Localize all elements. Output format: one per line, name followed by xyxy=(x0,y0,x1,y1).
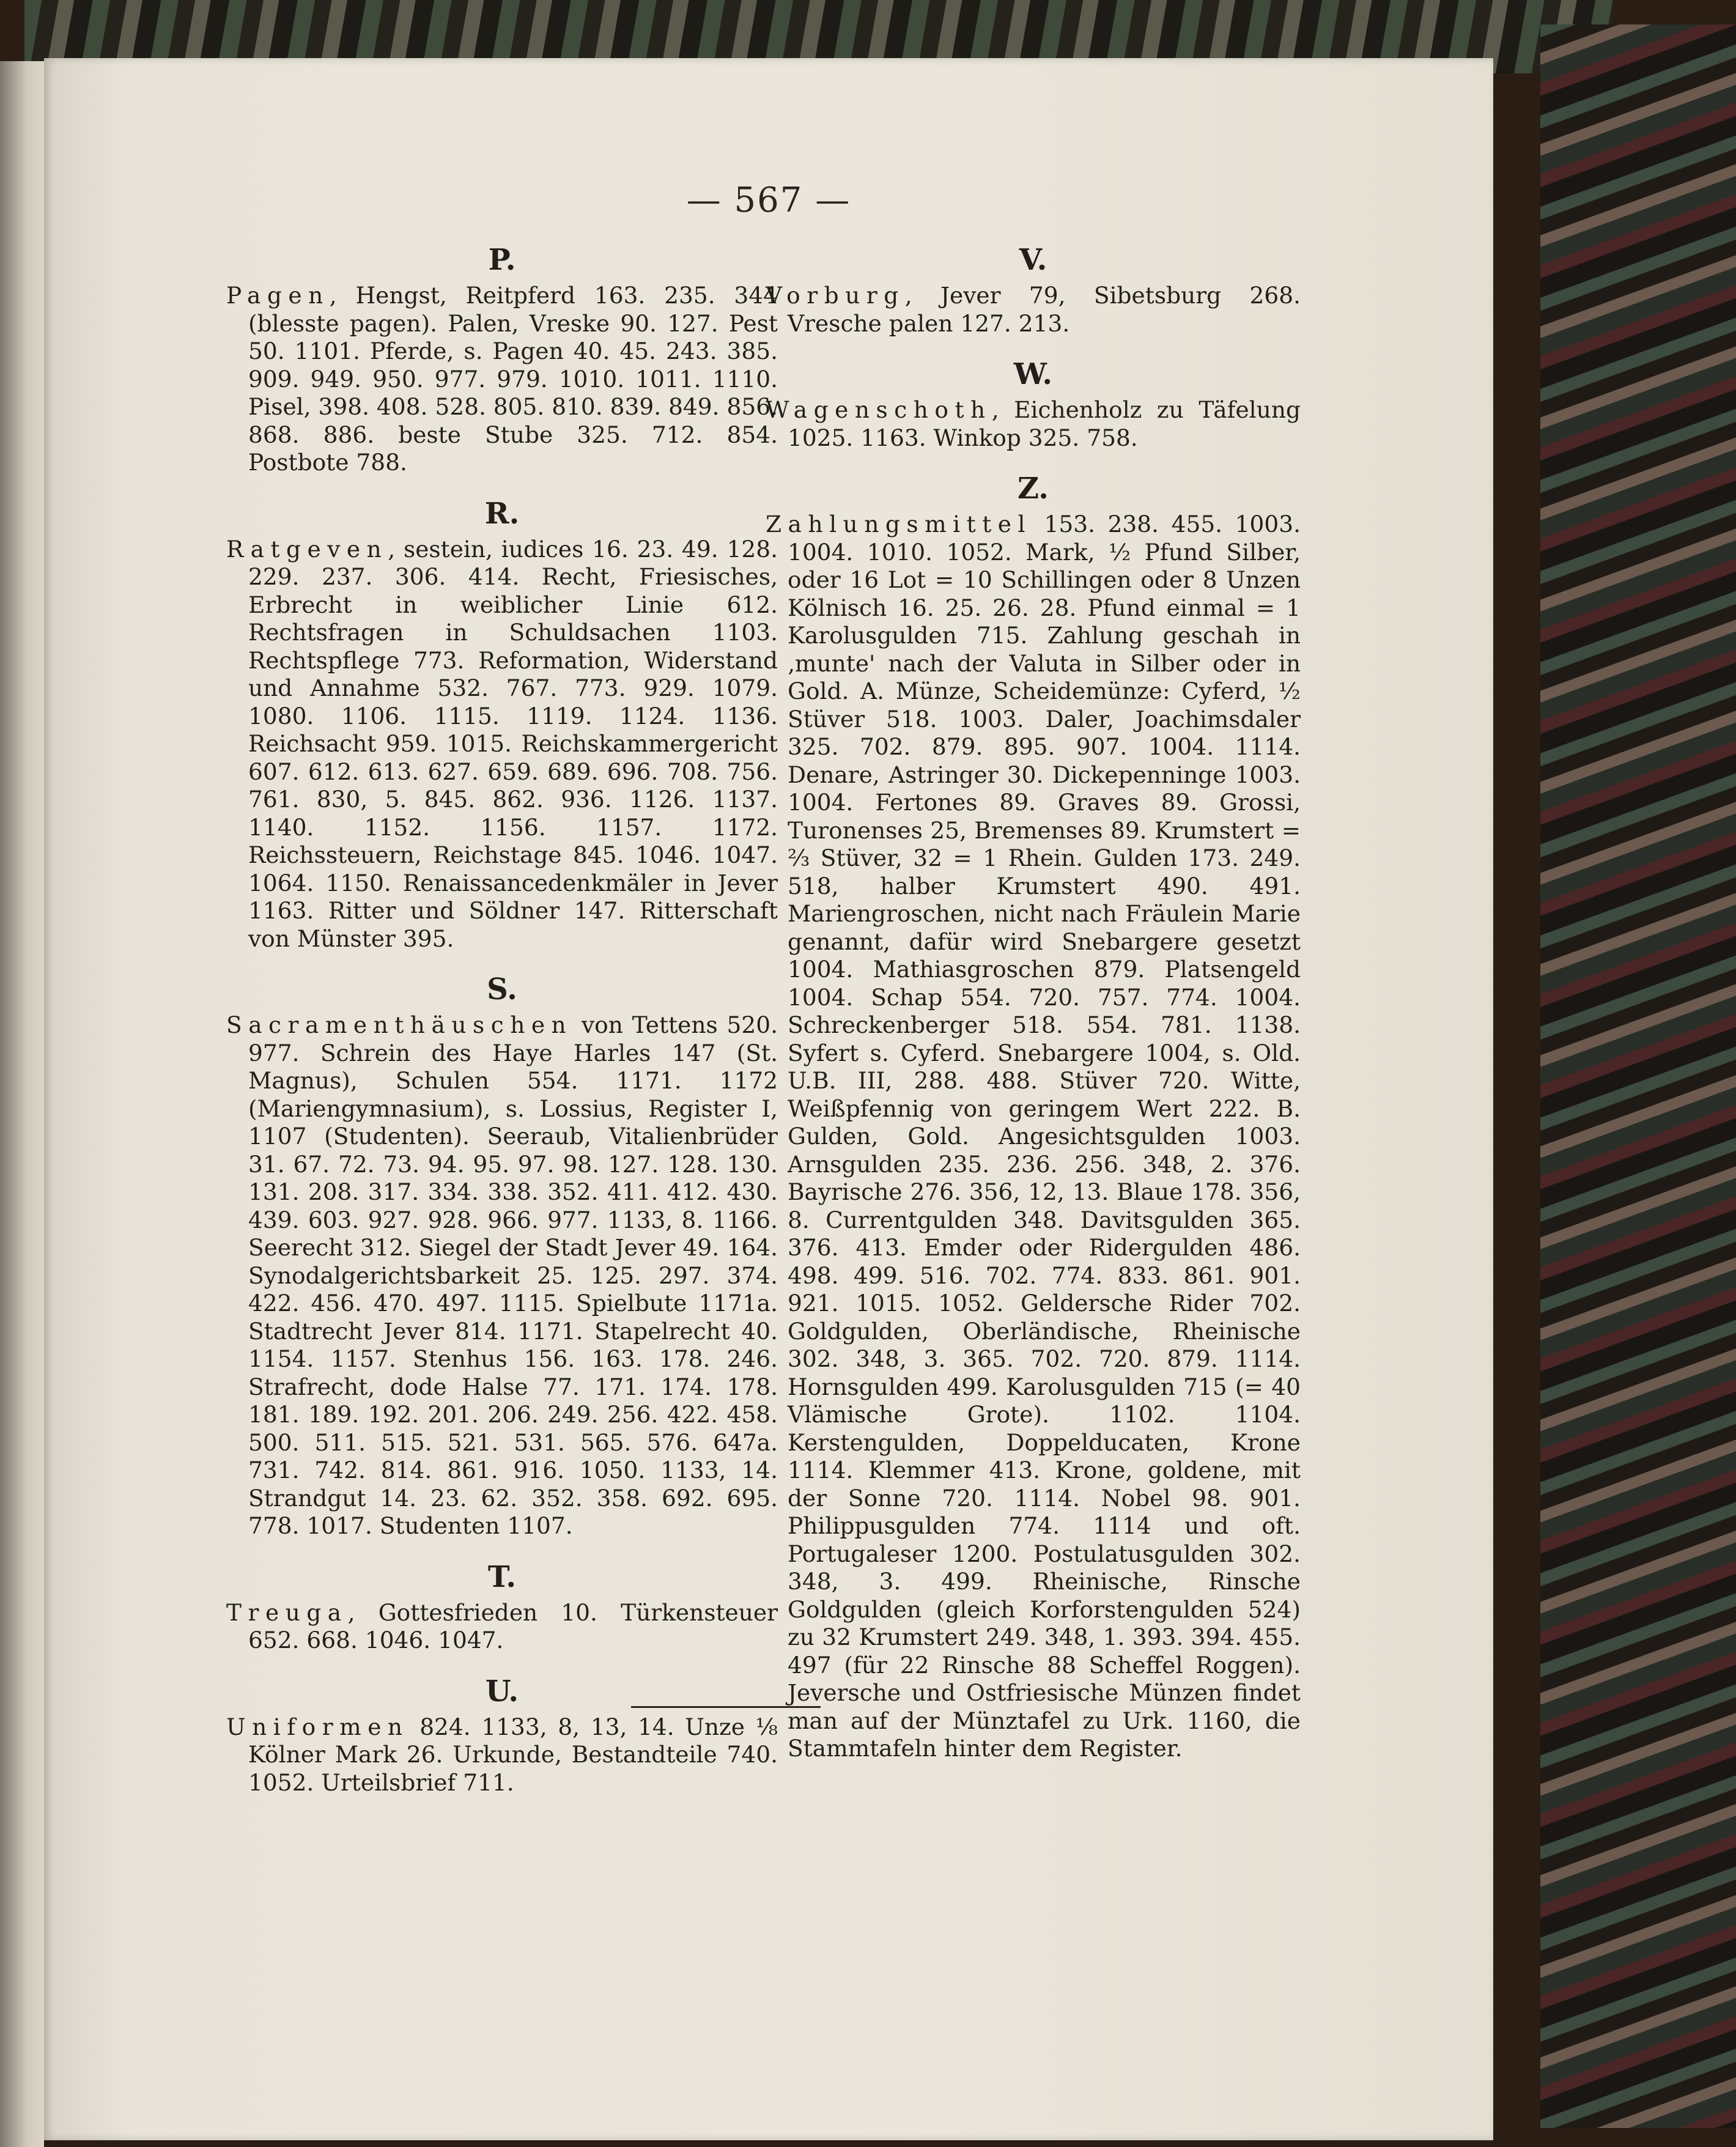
entry-text: , Jever 79, Sibetsburg 268. Vresche palen 127. 213. xyxy=(788,282,1301,337)
section-letter: W. xyxy=(1013,357,1053,391)
section-v xyxy=(766,242,1301,338)
section-t xyxy=(226,1559,778,1655)
entry-lemma: Uniformen xyxy=(226,1713,409,1740)
entry-lemma: Zahlungsmittel xyxy=(766,511,1032,538)
section-w xyxy=(766,356,1301,452)
index-entry xyxy=(226,1599,778,1655)
section-letter: S. xyxy=(487,972,517,1007)
entry-text: , Eichenholz zu Täfelung 1025. 1163. Winkop 325. 758. xyxy=(788,396,1301,451)
entry-lemma: Sacramenthäuschen xyxy=(226,1011,573,1038)
entry-lemma: Treuga xyxy=(226,1598,348,1626)
entry-text: 824. 1133, 8, 13, 14. Unze ⅛ Kölner Mark 26. Urkunde, Bestandteile 740. 1052. Urteilsbrief 711. xyxy=(248,1713,778,1796)
index-entry xyxy=(766,511,1301,1763)
section-letter: V. xyxy=(1019,243,1047,277)
entry-text: 153. 238. 455. 1003. 1004. 1010. 1052. Mark, ½ Pfund Silber, oder 16 Lot = 10 Schillingen oder 8 Unzen Kölnisch 16. 25. 26. 28. Pfund einmal = 1 Karolusgulden 715. Zahlung geschah in ‚munte' nach der Valuta in Silber oder in Gold. A. Münze, Scheidemünze: Cyferd, ½ Stüver 518. 1003. Daler, Joachimsdaler 325. 702. 879. 895. 907. 1004. 1114. Denare, Astringer 30. Dickepenninge 1003. 1004. Fertones 89. Graves 89. Grossi, Turonenses 25, Bremenses 89. Krumstert = ⅔ Stüver, 32 = 1 Rhein. Gulden 173. 249. 518, halber Krumstert 490. 491. Mariengroschen, nicht nach Fräulein Marie genannt, dafür wird Snebargere gesetzt 1004. Mathiasgroschen 879. Platsengeld 1004. Schap 554. 720. 757. 774. 1004. Schreckenberger 518. 554. 781. 1138. Syfert s. Cyferd. Snebargere 1004, s. Old. U.B. III, 288. 488. Stüver 720. Witte, Weißpfennig von geringem Wert 222. B. Gulden, Gold. Angesichtsgulden 1003. Arnsgulden 235. 236. 256. 348, 2. 376. Bayrische 276. 356, 12, 13. Blaue 178. 356, 8. Currentgulden 348. Davitsgulden 365. 376. 413. Emder oder Ridergulden 486. 498. 499. 516. 702. 774. 833. 861. 901. 921. 1015. 1052. Geldersche Rider 702. Goldgulden, Oberländische, Rheinische 302. 348, 3. 365. 702. 720. 879. 1114. Hornsgulden 499. Karolusgulden 715 (= 40 Vlämische Grote). 1102. 1104. Kerstengulden, Doppelducaten, Krone 1114. Klemmer 413. Krone, goldene, mit der Sonne 720. 1114. Nobel 98. 901. Philippusgulden 774. 1114 und oft. Portugaleser 1200. Postulatusgulden 302. 348, 3. 499. Rheinische, Rinsche Goldgulden (gleich Korforstengulden 524) zu 32 Krumstert 249. 348, 1. 393. 394. 455. 497 (für 22 Rinsche 88 Scheffel Roggen). Jeversche und Ostfriesische Münzen findet man auf der Münztafel zu Urk. 1160, die Stammtafeln hinter dem Register. xyxy=(788,511,1301,1762)
entry-text: , Gottesfrieden 10. Türkensteuer 652. 668. 1046. 1047. xyxy=(248,1598,778,1654)
section-letter: U. xyxy=(485,1674,519,1709)
page-number: — 567 — xyxy=(686,180,851,220)
entry-text: , sestein, iudices 16. 23. 49. 128. 229. 237. 306. 414. Recht, Friesisches, Erbrecht in weiblicher Linie 612. Rechtsfragen in Schuldsachen 1103. Rechtspflege 773. Reformation, Widerstand und Annahme 532. 767. 773. 929. 1079. 1080. 1106. 1115. 1119. 1124. 1136. Reichsacht 959. 1015. Reichskammergericht 607. 612. 613. 627. 659. 689. 696. 708. 756. 761. 830, 5. 845. 862. 936. 1126. 1137. 1140. 1152. 1156. 1157. 1172. Reichssteuern, Reichstage 845. 1046. 1047. 1064. 1150. Renaissancedenkmäler in Jever 1163. Ritter und Söldner 147. Ritterschaft von Münster 395. xyxy=(248,535,778,952)
section-s xyxy=(226,971,778,1540)
index-entry xyxy=(766,282,1301,338)
closing-rule xyxy=(631,1706,821,1708)
section-letter: P. xyxy=(488,243,516,277)
section-letter: Z. xyxy=(1018,471,1049,506)
section-letter: R. xyxy=(484,496,520,531)
entry-text: , Hengst, Reitpferd 163. 235. 344 (blesste pagen). Palen, Vreske 90. 127. Pest 50. 1101. Pferde, s. Pagen 40. 45. 243. 385. 909. 949. 950. 977. 979. 1010. 1011. 1110. Pisel, 398. 408. 528. 805. 810. 839. 849. 856. 868. 886. beste Stube 325. 712. 854. Postbote 788. xyxy=(248,282,778,476)
facing-page-edge xyxy=(0,61,44,2147)
section-z xyxy=(766,470,1301,1763)
index-entry xyxy=(226,536,778,953)
section-letter: T. xyxy=(487,1559,517,1594)
entry-lemma: Vorburg xyxy=(766,282,905,309)
index-entry xyxy=(226,1713,778,1797)
index-entry xyxy=(766,396,1301,452)
section-u xyxy=(226,1673,778,1797)
section-p xyxy=(226,242,778,477)
entry-text: von Tettens 520. 977. Schrein des Haye Harles 147 (St. Magnus), Schulen 554. 1171. 1172 (Mariengymnasium), s. Lossius, Register I, 1107 (Studenten). Seeraub, Vitalienbrüder 31. 67. 72. 73. 94. 95. 97. 98. 127. 128. 130. 131. 208. 317. 334. 338. 352. 411. 412. 430. 439. 603. 927. 928. 966. 977. 1133, 8. 1166. Seerecht 312. Siegel der Stadt Jever 49. 164. Synodalgerichtsbarkeit 25. 125. 297. 374. 422. 456. 470. 497. 1115. Spielbute 1171a. Stadtrecht Jever 814. 1171. Stapelrecht 40. 1154. 1157. Stenhus 156. 163. 178. 246. Strafrecht, dode Halse 77. 171. 174. 178. 181. 189. 192. 201. 206. 249. 256. 422. 458. 500. 511. 515. 521. 531. 565. 576. 647a. 731. 742. 814. 861. 916. 1050. 1133, 14. Strandgut 14. 23. 62. 352. 358. 692. 695. 778. 1017. Studenten 1107. xyxy=(248,1011,778,1539)
book-page xyxy=(44,58,1493,2140)
entry-lemma: Pagen xyxy=(226,282,330,309)
index-column-left xyxy=(226,242,778,1815)
index-entry xyxy=(226,1011,778,1540)
index-column-right xyxy=(766,242,1301,1781)
entry-lemma: Ratgeven xyxy=(226,535,388,563)
index-entry xyxy=(226,282,778,477)
entry-lemma: Wagenschoth xyxy=(766,396,992,423)
section-r xyxy=(226,495,778,953)
marbled-cover-edge xyxy=(1540,24,1736,2128)
